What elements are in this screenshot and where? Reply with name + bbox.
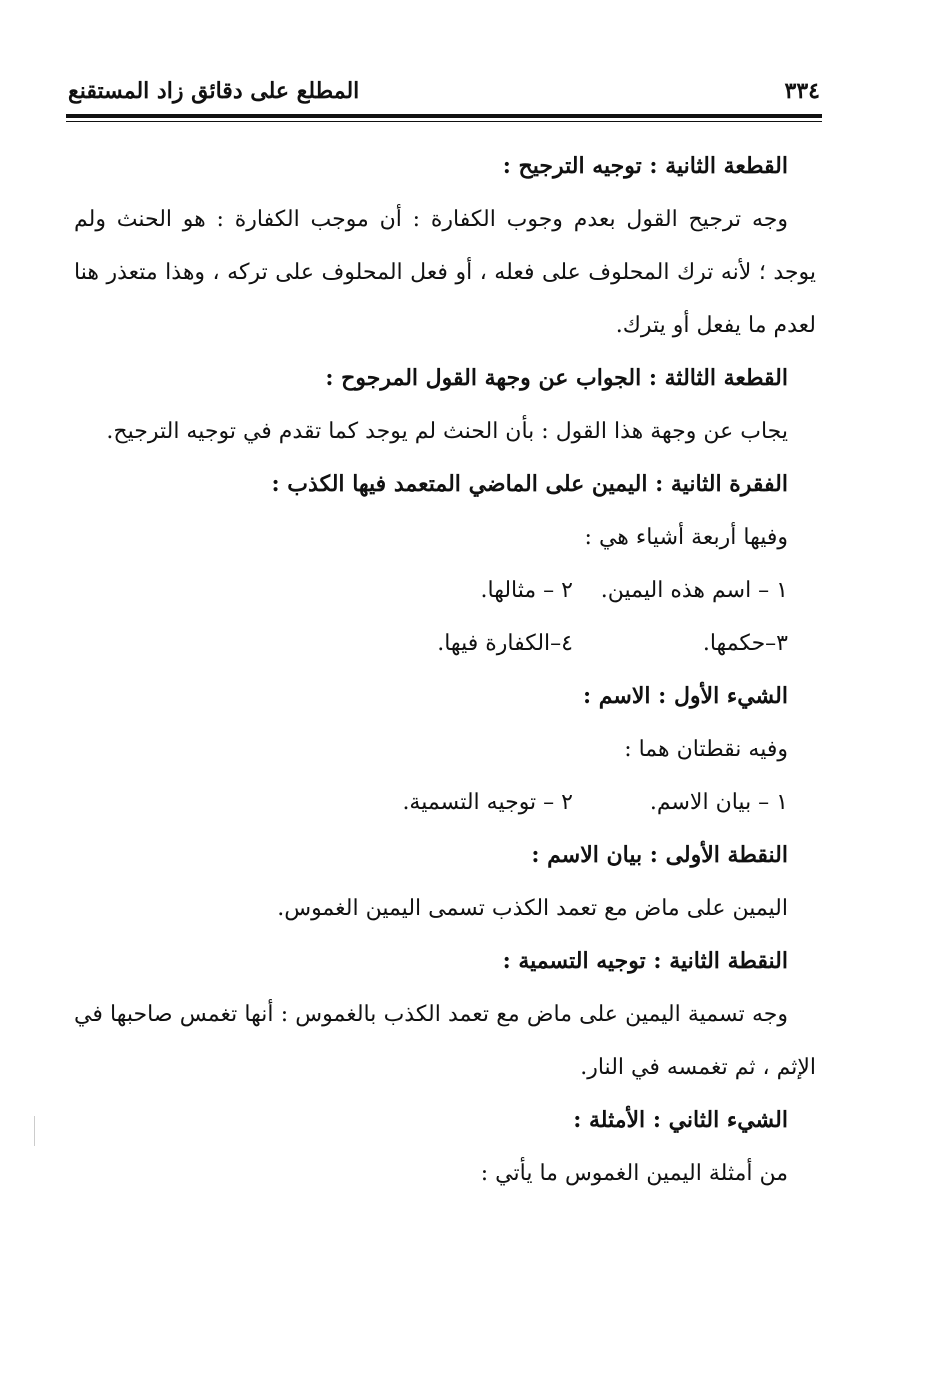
section-heading: القطعة الثانية : توجيه الترجيح : (502, 153, 788, 179)
list-item: ٣–حكمها. (702, 631, 788, 656)
list-item: ٢ – توجيه التسمية. (402, 790, 573, 815)
scan-artifact (34, 1116, 35, 1146)
section-heading: النقطة الثانية : توجيه التسمية : (502, 948, 788, 974)
running-title: المطلع على دقائق زاد المستقنع (68, 78, 360, 104)
paragraph: اليمين على ماض مع تعمد الكذب تسمى اليمين الغموس. (277, 896, 788, 921)
paragraph: وجه ترجيح القول بعدم وجوب الكفارة : أن موجب الكفارة : هو الحنث ولم يوجد ؛ لأنه ترك المحلوف على فعله ، أو فعل المحلوف على تركه ، وهذا متعذر هنا لعدم ما يفعل أو يترك. (74, 207, 816, 338)
section-heading: الشيء الأول : الاسم : (582, 683, 788, 709)
list-item: ١ – بيان الاسم. (649, 790, 788, 815)
paragraph: يجاب عن وجهة هذا القول : بأن الحنث لم يوجد كما تقدم في توجيه الترجيح. (106, 419, 788, 444)
section-heading: الفقرة الثانية : اليمين على الماضي المتعمد فيها الكذب : (271, 471, 788, 497)
paragraph: وفيه نقطتان هما : (624, 737, 788, 762)
paragraph: وفيها أربعة أشياء هي : (584, 525, 788, 550)
header-rule-thick (66, 114, 822, 118)
paragraph: من أمثلة اليمين الغموس ما يأتي : (480, 1161, 788, 1186)
list-row (74, 564, 816, 617)
list-row (74, 776, 816, 829)
page-number: ٣٣٤ (784, 78, 820, 104)
list-item: ١ – اسم هذه اليمين. (600, 578, 788, 603)
section-heading: الشيء الثاني : الأمثلة : (573, 1107, 788, 1133)
list-row (74, 617, 816, 670)
page-body (74, 140, 816, 1200)
list-item: ٤–الكفارة فيها. (437, 631, 573, 656)
section-heading: القطعة الثالثة : الجواب عن وجهة القول المرجوح : (325, 365, 788, 391)
header-rule-thin (66, 121, 822, 122)
list-item: ٢ – مثالها. (480, 578, 573, 603)
section-heading: النقطة الأولى : بيان الاسم : (531, 842, 788, 868)
page-header (66, 70, 822, 110)
paragraph: وجه تسمية اليمين على ماض مع تعمد الكذب بالغموس : أنها تغمس صاحبها في الإثم ، ثم تغمسه في النار. (74, 1002, 816, 1080)
